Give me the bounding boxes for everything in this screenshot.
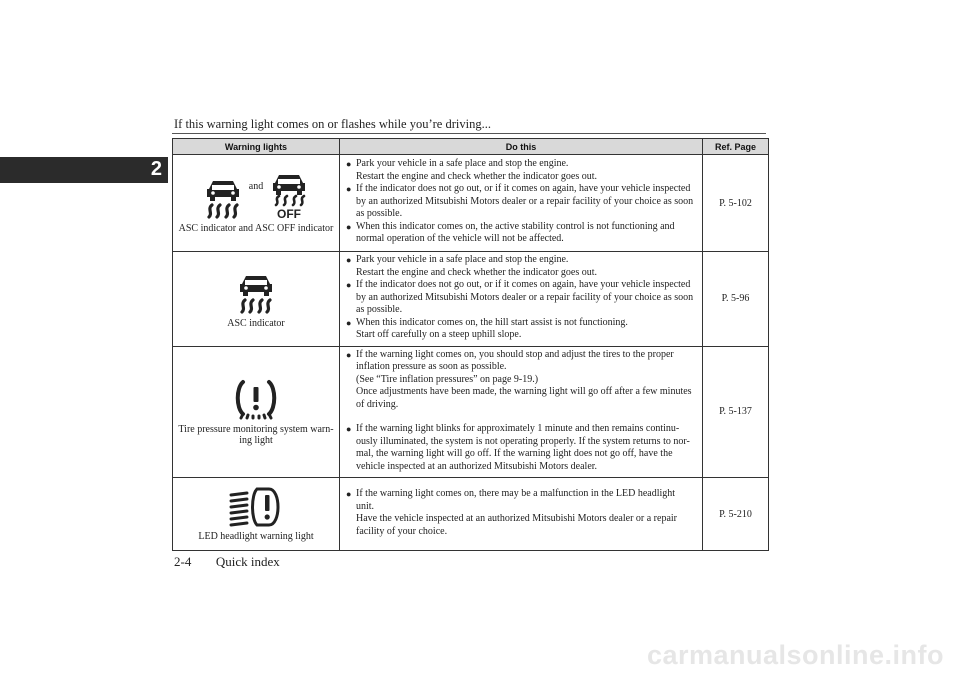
warning-light-cell [173,252,340,347]
page-title: If this warning light comes on or flashes while you’re driving... [174,117,491,131]
instruction-item: ● Park your vehicle in a safe place and stop the engine. Restart the engine and check whether the indicator goes out. [346,158,696,183]
instruction-item: ● If the warning light comes on, there may be a malfunction in the LED headlight unit. Have the vehicle inspected at an authorized Mitsubishi Motors dealer or a repair facility of your choice. [346,488,696,538]
header-warning-lights: Warning lights [173,139,340,155]
led-headlight-warning-icon [229,487,283,527]
page-number: 2-4 [174,554,192,569]
header-ref-page: Ref. Page [703,139,769,155]
warning-light-label: ASC indicator [227,318,285,330]
do-this-cell [340,346,703,478]
instruction-item: ● Park your vehicle in a safe place and stop the engine. Restart the engine and check whether the indicator goes out. [346,254,696,279]
asc-indicator-icon [203,173,243,219]
table-row [173,346,769,478]
and-label: and [248,180,264,192]
watermark: carmanualsonline.info [646,640,944,670]
section-name: Quick index [215,554,280,569]
chapter-tab [0,157,168,183]
instruction-item: ● If the indicator does not go out, or if it comes on again, have your vehicle inspected by an authorized Mitsubishi Motors dealer or a repair facility of your choice as soon as possible. [346,279,696,317]
ref-page-cell: P. 5-102 [703,155,769,252]
warning-light-label: LED headlight warning light [198,530,314,542]
warning-lights-table [172,138,769,551]
asc-indicator-icon [236,268,276,314]
do-this-cell [340,478,703,551]
instruction-item: ● When this indicator comes on, the hill start assist is not functioning. Start off carefully on a steep uphill slope. [346,317,696,342]
instruction-item: ● If the warning light blinks for approximately 1 minute and then remains continu- ously illuminated, the system is not operating properly. If the system returns to nor- mal, the warning light will go off. If the warning light does not go off, have the vehicle inspected at an authorized Mitsubishi Motors dealer. [346,423,696,473]
off-text: OFF [277,206,302,219]
table-row [173,155,769,252]
chapter-number: 2 [150,158,162,180]
warning-light-label: ASC indicator and ASC OFF indicator [178,222,334,234]
header-do-this: Do this [340,139,703,155]
do-this-cell [340,155,703,252]
table-row [173,478,769,551]
ref-page-cell: P. 5-210 [703,478,769,551]
do-this-cell [340,252,703,347]
tire-pressure-warning-icon [233,378,279,420]
warning-light-cell [173,346,340,478]
ref-page-cell: P. 5-137 [703,346,769,478]
ref-page-cell: P. 5-96 [703,252,769,347]
warning-light-label: Tire pressure monitoring system warn- [178,423,334,435]
instruction-item: ● If the warning light comes on, you should stop and adjust the tires to the proper inflation pressure as soon as possible. (See “Tire inflation pressures” on page 9-19.) Once adjustments have been made, the warning light will go off after a few minutes of driving. [346,349,696,412]
warning-light-label-cont: ing light [239,434,273,446]
warning-light-cell [173,155,340,252]
table-row [173,252,769,347]
footer [174,554,280,570]
instruction-item: ● When this indicator comes on, the active stability control is not functioning and normal operation of the vehicle will not be affected. [346,221,696,246]
table-header-row [173,139,769,155]
header-divider [172,133,766,134]
warning-light-cell [173,478,340,551]
asc-off-indicator-icon [269,173,309,219]
instruction-item: ● If the indicator does not go out, or if it comes on again, have your vehicle inspected by an authorized Mitsubishi Motors dealer or a repair facility of your choice as soon as possible. [346,183,696,221]
